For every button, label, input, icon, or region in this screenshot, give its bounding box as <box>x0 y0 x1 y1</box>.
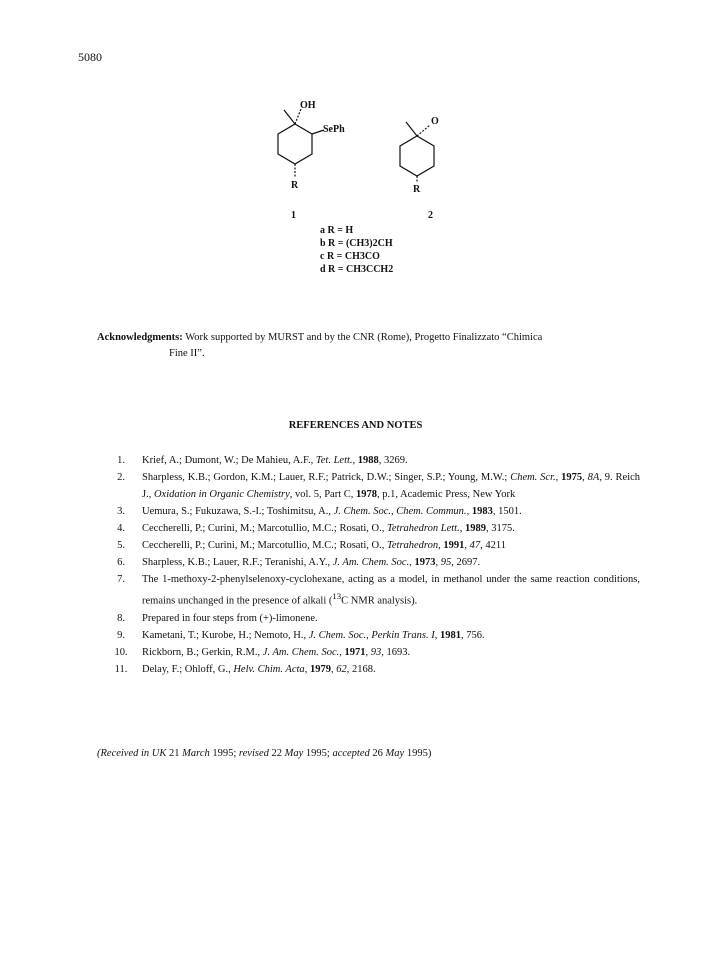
reference-item <box>100 571 640 610</box>
reference-number: 7. <box>117 574 125 585</box>
r-label-1: R <box>291 180 299 191</box>
reference-number: 5. <box>117 540 125 551</box>
r-definition: d R = CH3CCH2 <box>320 264 394 275</box>
acknowledgments-heading: Acknowledgments: <box>97 332 183 343</box>
reference-text: Ceccherelli, P.; Curini, M.; Marcotullio, M.C.; Rosati, O., Tetrahedron Lett., 1989, 3175. <box>142 523 515 534</box>
reference-number: 10. <box>114 646 128 658</box>
reference-text: Krief, A.; Dumont, W.; De Mahieu, A.F., Tet. Lett., 1988, 3269. <box>142 455 408 466</box>
seph-label: SePh <box>323 124 345 135</box>
reference-text: Sharpless, K.B.; Lauer, R.F.; Teranishi, A.Y., J. Am. Chem. Soc., 1973, 95, 2697. <box>142 557 481 568</box>
reference-number: 8. <box>117 612 125 624</box>
reference-number: 4. <box>117 523 125 534</box>
reference-number: 2. <box>117 472 125 483</box>
r-definition: c R = CH3CO <box>320 251 380 262</box>
references-heading: REFERENCES AND NOTES <box>288 420 423 431</box>
compound-number-2: 2 <box>428 210 433 221</box>
reference-number: 6. <box>117 557 125 568</box>
reference-number: 1. <box>117 455 125 466</box>
cyclohexane-ring-1 <box>278 124 312 164</box>
acknowledgments-text: Work supported by MURST and by the CNR (Rome), Progetto Finalizzato “Chimica <box>185 332 543 343</box>
reference-text: The 1-methoxy-2-phenylselenoxy-cyclohexane, acting as a model, in methanol under the same reaction conditions, remains unchanged in the presence of alkali ($^{13}$C NMR analysis). <box>142 574 640 607</box>
references-list <box>100 452 640 678</box>
r-definition: b R = (CH3)2CH <box>320 238 393 249</box>
reference-text: Rickborn, B.; Gerkin, R.M., J. Am. Chem. Soc., 1971, 93, 1693. <box>142 646 411 658</box>
reference-text: Kametani, T.; Kurobe, H.; Nemoto, H., J. Chem. Soc., Perkin Trans. I, 1981, 756. <box>142 629 485 641</box>
r-label-2: R <box>413 184 421 195</box>
reference-text: Sharpless, K.B.; Gordon, K.M.; Lauer, R.F.; Patrick, D.W.; Singer, S.P.; Young, M.W.; Chem. Scr., 1975, 8A, 9. Reich J., Oxidation in Organic Chemistry, vol. 5, Part C, 1978, p.1, Academic Press, New York <box>142 472 641 500</box>
reference-item <box>100 452 640 469</box>
compound-number-1: 1 <box>291 210 296 221</box>
reference-item <box>100 661 640 678</box>
reference-item <box>100 644 640 661</box>
acknowledgments-text-cont: Fine II”. <box>169 348 205 359</box>
reference-item <box>100 627 640 644</box>
reference-item <box>100 469 640 503</box>
cyclohexane-ring-2 <box>400 136 434 176</box>
reference-number: 3. <box>117 506 125 517</box>
reference-item <box>100 554 640 571</box>
reference-text: Ceccherelli, P.; Curini, M.; Marcotullio, M.C.; Rosati, O., Tetrahedron, 1991, 47, 4211 <box>142 540 507 551</box>
reference-item <box>100 503 640 520</box>
oh-label: OH <box>300 100 316 111</box>
received-dates: (Received in UK 21 March 1995; revised 22 May 1995; accepted 26 May 1995) <box>97 748 432 759</box>
r-group-definitions <box>320 224 393 276</box>
r-definition: a R = H <box>320 225 354 236</box>
reference-text: Uemura, S.; Fukuzawa, S.-I.; Toshimitsu, A., J. Chem. Soc., Chem. Commun., 1983, 1501. <box>142 506 522 517</box>
reference-item <box>100 610 640 627</box>
reference-text: Delay, F.; Ohloff, G., Helv. Chim. Acta, 1979, 62, 2168. <box>142 663 376 675</box>
acknowledgments <box>97 330 637 362</box>
reference-number: 9. <box>117 629 125 641</box>
reference-item <box>100 520 640 537</box>
reference-number: 11. <box>114 663 128 675</box>
page-number: 5080 <box>78 50 102 64</box>
epoxide-o-label: O <box>431 116 439 127</box>
reference-text: Prepared in four steps from (+)-limonene. <box>142 612 318 624</box>
reference-item <box>100 537 640 554</box>
